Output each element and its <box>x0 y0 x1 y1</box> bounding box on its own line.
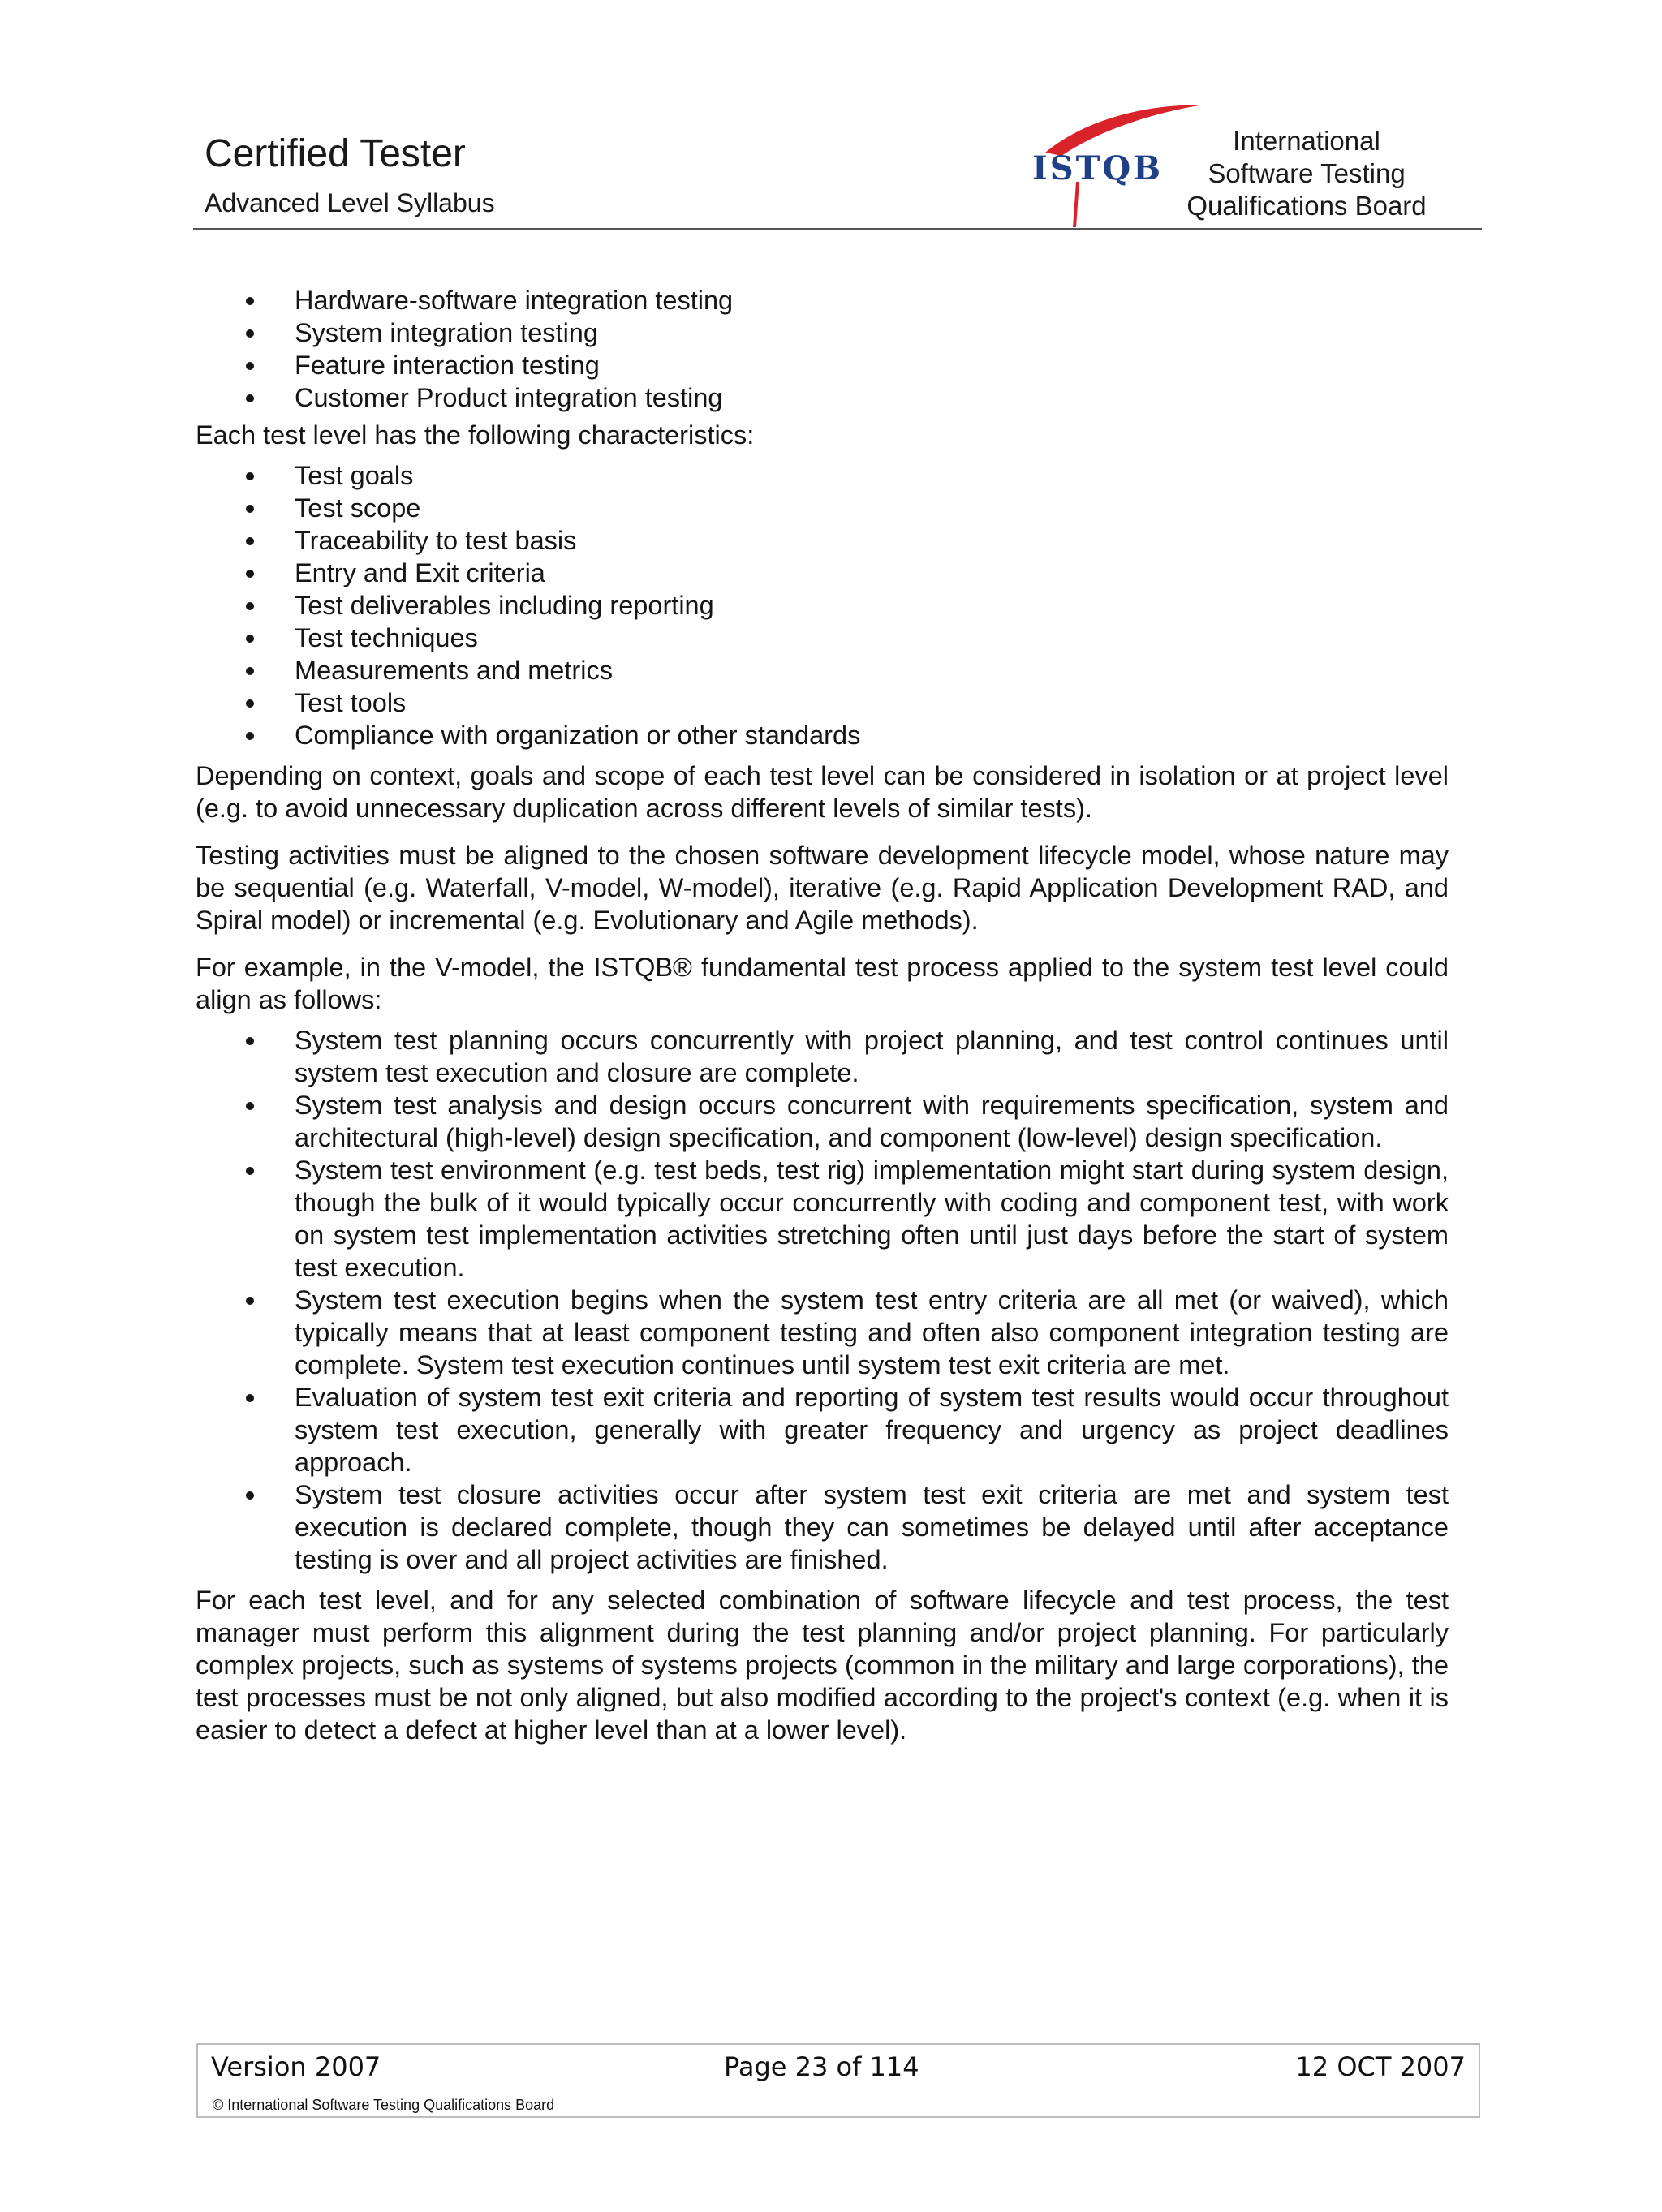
bullet-icon <box>246 472 254 480</box>
list-item: Measurements and metrics <box>196 654 1449 686</box>
bullet-icon <box>246 1167 254 1175</box>
bullet-icon <box>246 1102 254 1110</box>
paragraph: For each test level, and for any selected combination of software lifecycle and test process, the test manager must perform this alignment during the test planning and/or project planning. For particularly complex projects, such as systems of systems projects (common in the military and large corporations), the test processes must be not only aligned, but also modified according to the project's context (e.g. when it is easier to detect a defect at higher level than at a lower level). <box>196 1586 1449 1745</box>
list-item: System integration testing <box>196 316 1449 349</box>
bullet-icon <box>246 635 254 643</box>
bullet-icon <box>246 570 254 578</box>
bullet-icon <box>246 537 254 545</box>
bullet-icon <box>246 732 254 740</box>
bullet-icon <box>246 699 254 708</box>
org-line: Qualifications Board <box>1186 191 1427 221</box>
list-item: System test environment (e.g. test beds, test rig) implementation might start during system design, though the bulk of it would typically occur concurrently with coding and component test, with work on system test implementation activities stretching often until just days before the start of system test execution. <box>196 1154 1449 1284</box>
list-item: Feature interaction testing <box>196 349 1449 381</box>
list-item: System test execution begins when the system test entry criteria are all met (or waived), which typically means that at least component testing and often also component integration testing are complete. System test execution continues until system test exit criteria are met. <box>196 1284 1449 1381</box>
page-body <box>196 284 1449 1746</box>
bullet-icon <box>246 667 254 675</box>
list-item: Customer Product integration testing <box>196 381 1449 414</box>
document-title: Certified Tester <box>205 132 466 175</box>
list-item: Compliance with organization or other standards <box>196 719 1449 751</box>
paragraph: For example, in the V-model, the ISTQB® fundamental test process applied to the system test level could align as follows: <box>196 953 1449 1014</box>
page-footer <box>196 2043 1480 2118</box>
list-item: Traceability to test basis <box>196 524 1449 557</box>
document-subtitle: Advanced Level Syllabus <box>205 188 495 217</box>
bullet-icon <box>246 329 254 338</box>
list-item: System test analysis and design occurs concurrent with requirements specification, system and architectural (high-level) design specification, and component (low-level) design specification. <box>196 1089 1449 1154</box>
list-item: Entry and Exit criteria <box>196 557 1449 589</box>
list-item: Test scope <box>196 492 1449 524</box>
characteristics-intro: Each test level has the following characteristics: <box>196 420 755 450</box>
bullet-icon <box>246 362 254 370</box>
list-item: Test goals <box>196 459 1449 492</box>
organization-name <box>1185 125 1428 222</box>
bullet-icon <box>246 1037 254 1045</box>
list-item: System test closure activities occur after system test exit criteria are met and system test execution is declared complete, though they can sometimes be delayed until after acceptance testing is over and all project activities are finished. <box>196 1478 1449 1576</box>
characteristics-list <box>196 459 1449 751</box>
org-line: International <box>1233 126 1380 156</box>
copyright-notice: © International Software Testing Qualifications Board <box>213 2097 555 2113</box>
list-item: Test deliverables including reporting <box>196 589 1449 622</box>
bullet-icon <box>246 602 254 610</box>
list-item: Test tools <box>196 686 1449 719</box>
org-line: Software Testing <box>1208 158 1406 188</box>
list-item: Hardware-software integration testing <box>196 284 1449 316</box>
integration-testing-list <box>196 284 1449 414</box>
list-item: Evaluation of system test exit criteria and reporting of system test results would occur throughout system test execution, generally with greater frequency and urgency as project deadlines approach. <box>196 1381 1449 1478</box>
bullet-icon <box>246 1297 254 1305</box>
bullet-icon <box>246 1394 254 1402</box>
istqb-logo-text: ISTQB <box>1032 149 1164 187</box>
v-model-alignment-list <box>196 1024 1449 1576</box>
list-item: System test planning occurs concurrently with project planning, and test control continues until system test execution and closure are complete. <box>196 1024 1449 1089</box>
paragraph: Testing activities must be aligned to the chosen software development lifecycle model, whose nature may be sequential (e.g. Waterfall, V-model, W-model), iterative (e.g. Rapid Application Development RAD, and Spiral model) or incremental (e.g. Evolutionary and Agile methods). <box>196 841 1449 935</box>
paragraph: Depending on context, goals and scope of each test level can be considered in isolation or at project level (e.g. to avoid unnecessary duplication across different levels of similar tests). <box>196 761 1449 823</box>
page-number: Page 23 of 114 <box>724 2051 919 2082</box>
bullet-icon <box>246 297 254 305</box>
bullet-icon <box>246 1491 254 1500</box>
list-item: Test techniques <box>196 622 1449 654</box>
document-date: 12 OCT 2007 <box>1295 2051 1466 2082</box>
header-divider <box>193 228 1482 230</box>
bullet-icon <box>246 505 254 513</box>
bullet-icon <box>246 394 254 402</box>
version-label: Version 2007 <box>211 2051 381 2082</box>
